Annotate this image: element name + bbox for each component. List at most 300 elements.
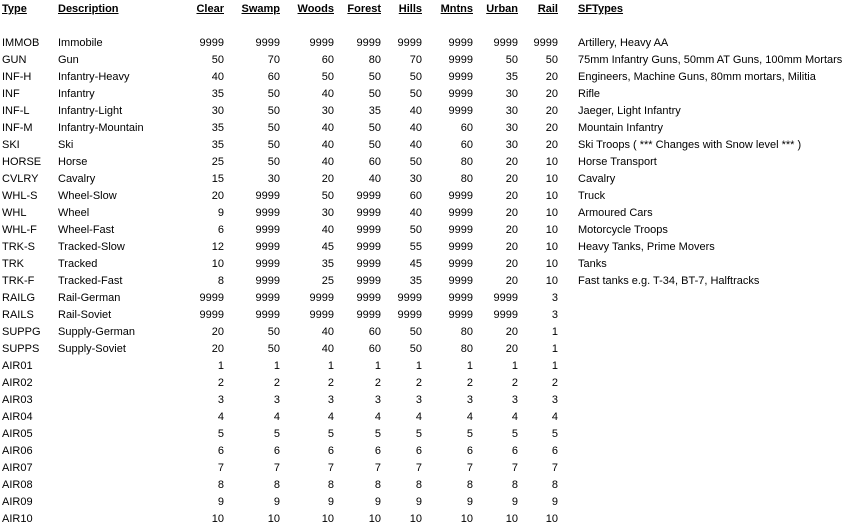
cell-forest: 40 (368, 173, 381, 185)
cell-type: AIR07 (2, 462, 33, 474)
cell-forest: 9 (374, 496, 381, 508)
cell-urban: 9999 (493, 309, 518, 321)
cell-clear: 1 (217, 360, 224, 372)
cell-type: IMMOB (2, 37, 40, 49)
cell-forest: 1 (374, 360, 381, 372)
cell-mntns: 9999 (448, 224, 473, 236)
cell-rail: 10 (545, 173, 558, 185)
cell-mntns: 4 (466, 411, 473, 423)
cell-sftypes: Jaeger, Light Infantry (578, 105, 681, 117)
cell-hills: 50 (409, 224, 422, 236)
cell-type: AIR02 (2, 377, 33, 389)
cell-woods: 25 (321, 275, 334, 287)
cell-rail: 10 (545, 513, 558, 525)
cell-clear: 8 (217, 275, 224, 287)
cell-mntns: 9999 (448, 258, 473, 270)
cell-mntns: 80 (460, 326, 473, 338)
cell-woods: 9999 (309, 309, 334, 321)
cell-hills: 10 (409, 513, 422, 525)
cell-clear: 9999 (199, 292, 224, 304)
cell-type: AIR03 (2, 394, 33, 406)
cell-type: AIR10 (2, 513, 33, 525)
cell-urban: 3 (511, 394, 518, 406)
cell-clear: 6 (217, 224, 224, 236)
cell-swamp: 10 (267, 513, 280, 525)
cell-sftypes: Motorcycle Troops (578, 224, 668, 236)
cell-description: Cavalry (58, 173, 96, 185)
cell-hills: 50 (409, 326, 422, 338)
cell-rail: 3 (551, 309, 558, 321)
cell-sftypes: Tanks (578, 258, 607, 270)
cell-hills: 30 (409, 173, 422, 185)
cell-swamp: 7 (273, 462, 280, 474)
cell-description: Tracked-Slow (58, 241, 125, 253)
cell-rail: 4 (551, 411, 558, 423)
cell-type: AIR05 (2, 428, 33, 440)
cell-mntns: 9999 (448, 105, 473, 117)
cell-type: AIR09 (2, 496, 33, 508)
cell-clear: 40 (211, 71, 224, 83)
cell-urban: 30 (505, 139, 518, 151)
cell-rail: 9 (551, 496, 558, 508)
cell-rail: 50 (545, 54, 558, 66)
header-rail: Rail (537, 3, 558, 15)
cell-swamp: 50 (267, 105, 280, 117)
cell-hills: 1 (415, 360, 422, 372)
cell-hills: 50 (409, 88, 422, 100)
cell-forest: 60 (368, 343, 381, 355)
cell-mntns: 2 (466, 377, 473, 389)
cell-hills: 40 (409, 122, 422, 134)
cell-urban: 30 (505, 105, 518, 117)
cell-forest: 9999 (356, 190, 381, 202)
cell-clear: 35 (211, 88, 224, 100)
cell-type: GUN (2, 54, 27, 66)
cell-clear: 20 (211, 343, 224, 355)
cell-type: INF-M (2, 122, 33, 134)
cell-woods: 40 (321, 88, 334, 100)
header-forest: Forest (347, 3, 381, 15)
header-mntns: Mntns (440, 3, 473, 15)
cell-woods: 50 (321, 190, 334, 202)
cell-woods: 9999 (309, 37, 334, 49)
cell-mntns: 6 (466, 445, 473, 457)
cell-sftypes: Artillery, Heavy AA (578, 37, 669, 49)
cell-urban: 9999 (493, 292, 518, 304)
cell-description: Infantry-Mountain (58, 122, 144, 134)
cell-swamp: 9999 (255, 224, 280, 236)
cell-swamp: 50 (267, 326, 280, 338)
cell-mntns: 9999 (448, 207, 473, 219)
cell-sftypes: Horse Transport (578, 156, 657, 168)
cell-mntns: 7 (466, 462, 473, 474)
cell-urban: 10 (505, 513, 518, 525)
cell-clear: 25 (211, 156, 224, 168)
cell-rail: 3 (551, 394, 558, 406)
cell-urban: 20 (505, 207, 518, 219)
cell-swamp: 6 (273, 445, 280, 457)
cell-woods: 30 (321, 105, 334, 117)
cell-hills: 45 (409, 258, 422, 270)
cell-type: AIR06 (2, 445, 33, 457)
cell-type: TRK-F (2, 275, 35, 287)
cell-urban: 9 (511, 496, 518, 508)
cell-clear: 20 (211, 326, 224, 338)
header-hills: Hills (398, 3, 422, 15)
cell-description: Ski (58, 139, 74, 151)
cell-clear: 5 (217, 428, 224, 440)
cell-swamp: 50 (267, 343, 280, 355)
cell-rail: 3 (551, 292, 558, 304)
cell-urban: 20 (505, 224, 518, 236)
cell-mntns: 80 (460, 173, 473, 185)
cell-swamp: 9999 (255, 37, 280, 49)
cell-clear: 15 (211, 173, 224, 185)
cell-swamp: 9999 (255, 190, 280, 202)
cell-description: Wheel (58, 207, 90, 219)
cell-swamp: 9 (273, 496, 280, 508)
cell-swamp: 9999 (255, 241, 280, 253)
cell-urban: 35 (505, 71, 518, 83)
cell-forest: 4 (374, 411, 381, 423)
cell-clear: 4 (217, 411, 224, 423)
cell-woods: 3 (327, 394, 334, 406)
cell-forest: 9999 (356, 207, 381, 219)
cell-woods: 10 (321, 513, 334, 525)
cell-description: Horse (58, 156, 88, 168)
cell-type: AIR01 (2, 360, 33, 372)
cell-urban: 20 (505, 173, 518, 185)
cell-mntns: 8 (466, 479, 473, 491)
cell-sftypes: Cavalry (578, 173, 616, 185)
cell-description: Infantry-Heavy (58, 71, 130, 83)
cell-mntns: 9 (466, 496, 473, 508)
cell-forest: 35 (368, 105, 381, 117)
cell-rail: 20 (545, 88, 558, 100)
cell-clear: 3 (217, 394, 224, 406)
cell-forest: 2 (374, 377, 381, 389)
cell-urban: 7 (511, 462, 518, 474)
cell-hills: 55 (409, 241, 422, 253)
cell-forest: 50 (368, 71, 381, 83)
cell-mntns: 9999 (448, 37, 473, 49)
cell-rail: 10 (545, 190, 558, 202)
cell-hills: 40 (409, 105, 422, 117)
cell-woods: 60 (321, 54, 334, 66)
cell-swamp: 60 (267, 71, 280, 83)
cell-urban: 6 (511, 445, 518, 457)
cell-woods: 20 (321, 173, 334, 185)
cell-urban: 1 (511, 360, 518, 372)
cell-forest: 9999 (356, 275, 381, 287)
cell-sftypes: Ski Troops ( *** Changes with Snow level *** ) (578, 139, 802, 151)
cell-urban: 20 (505, 258, 518, 270)
cell-woods: 5 (327, 428, 334, 440)
cell-rail: 5 (551, 428, 558, 440)
cell-swamp: 50 (267, 139, 280, 151)
cell-rail: 7 (551, 462, 558, 474)
cell-rail: 8 (551, 479, 558, 491)
cell-clear: 9 (217, 496, 224, 508)
cell-sftypes: Heavy Tanks, Prime Movers (578, 241, 715, 253)
cell-swamp: 1 (273, 360, 280, 372)
cell-mntns: 10 (460, 513, 473, 525)
cell-mntns: 9999 (448, 54, 473, 66)
cell-swamp: 30 (267, 173, 280, 185)
cell-hills: 5 (415, 428, 422, 440)
cell-rail: 1 (551, 343, 558, 355)
cell-type: SUPPS (2, 343, 40, 355)
cell-woods: 40 (321, 326, 334, 338)
header-urban: Urban (486, 3, 518, 15)
cell-swamp: 2 (273, 377, 280, 389)
cell-hills: 60 (409, 190, 422, 202)
cell-forest: 9999 (356, 258, 381, 270)
cell-forest: 50 (368, 139, 381, 151)
cell-woods: 1 (327, 360, 334, 372)
cell-rail: 1 (551, 360, 558, 372)
cell-rail: 6 (551, 445, 558, 457)
cell-type: INF-H (2, 71, 32, 83)
cell-hills: 9 (415, 496, 422, 508)
cell-rail: 10 (545, 224, 558, 236)
cell-woods: 2 (327, 377, 334, 389)
cell-woods: 30 (321, 207, 334, 219)
cell-rail: 1 (551, 326, 558, 338)
cell-woods: 9999 (309, 292, 334, 304)
cell-clear: 6 (217, 445, 224, 457)
cell-sftypes: Mountain Infantry (578, 122, 663, 134)
cell-woods: 45 (321, 241, 334, 253)
cell-type: WHL-F (2, 224, 37, 236)
cell-clear: 50 (211, 54, 224, 66)
cell-woods: 40 (321, 343, 334, 355)
cell-rail: 9999 (533, 37, 558, 49)
cell-rail: 10 (545, 275, 558, 287)
cell-hills: 8 (415, 479, 422, 491)
cell-hills: 2 (415, 377, 422, 389)
cell-woods: 40 (321, 156, 334, 168)
cell-type: RAILG (2, 292, 36, 304)
cell-type: CVLRY (2, 173, 39, 185)
header-swamp: Swamp (241, 3, 280, 15)
cell-woods: 35 (321, 258, 334, 270)
cell-hills: 50 (409, 71, 422, 83)
cell-sftypes: Fast tanks e.g. T-34, BT-7, Halftracks (578, 275, 760, 287)
cell-urban: 8 (511, 479, 518, 491)
cell-woods: 8 (327, 479, 334, 491)
cell-forest: 9999 (356, 224, 381, 236)
cell-woods: 40 (321, 224, 334, 236)
cell-sftypes: Engineers, Machine Guns, 80mm mortars, Militia (578, 71, 816, 83)
cell-forest: 5 (374, 428, 381, 440)
cell-mntns: 60 (460, 139, 473, 151)
cell-description: Infantry (58, 88, 95, 100)
cell-rail: 10 (545, 207, 558, 219)
cell-urban: 30 (505, 88, 518, 100)
cell-swamp: 9999 (255, 275, 280, 287)
cell-urban: 20 (505, 190, 518, 202)
cell-hills: 7 (415, 462, 422, 474)
cell-hills: 35 (409, 275, 422, 287)
cell-description: Wheel-Fast (58, 224, 115, 236)
cell-woods: 7 (327, 462, 334, 474)
cell-woods: 50 (321, 71, 334, 83)
cell-forest: 3 (374, 394, 381, 406)
cell-swamp: 5 (273, 428, 280, 440)
cell-type: TRK (2, 258, 24, 270)
cell-rail: 10 (545, 241, 558, 253)
cell-rail: 20 (545, 139, 558, 151)
cell-hills: 50 (409, 156, 422, 168)
cell-type: AIR08 (2, 479, 33, 491)
cell-description: Supply-German (58, 326, 136, 338)
cell-mntns: 60 (460, 122, 473, 134)
cell-forest: 9999 (356, 37, 381, 49)
cell-urban: 4 (511, 411, 518, 423)
cell-urban: 20 (505, 156, 518, 168)
cell-clear: 7 (217, 462, 224, 474)
cell-description: Immobile (58, 37, 103, 49)
cell-swamp: 50 (267, 122, 280, 134)
cell-type: RAILS (2, 309, 34, 321)
cell-urban: 20 (505, 275, 518, 287)
cell-rail: 10 (545, 156, 558, 168)
cell-clear: 10 (211, 258, 224, 270)
cell-swamp: 9999 (255, 292, 280, 304)
cell-clear: 10 (211, 513, 224, 525)
cell-description: Tracked-Fast (58, 275, 123, 287)
cell-forest: 9999 (356, 241, 381, 253)
cell-swamp: 50 (267, 88, 280, 100)
cell-mntns: 9999 (448, 88, 473, 100)
cell-hills: 70 (409, 54, 422, 66)
cell-type: INF-L (2, 105, 30, 117)
cell-description: Rail-German (58, 292, 121, 304)
cell-swamp: 3 (273, 394, 280, 406)
cell-urban: 9999 (493, 37, 518, 49)
cell-clear: 9 (217, 207, 224, 219)
cell-type: HORSE (2, 156, 42, 168)
cell-swamp: 4 (273, 411, 280, 423)
cell-mntns: 5 (466, 428, 473, 440)
cell-swamp: 70 (267, 54, 280, 66)
cell-forest: 50 (368, 88, 381, 100)
cell-clear: 9999 (199, 309, 224, 321)
cell-clear: 12 (211, 241, 224, 253)
cell-clear: 30 (211, 105, 224, 117)
cell-type: SUPPG (2, 326, 41, 338)
cell-woods: 6 (327, 445, 334, 457)
cell-sftypes: Truck (578, 190, 606, 202)
cell-forest: 9999 (356, 292, 381, 304)
cell-woods: 40 (321, 122, 334, 134)
cell-mntns: 80 (460, 343, 473, 355)
cell-urban: 5 (511, 428, 518, 440)
cell-mntns: 9999 (448, 241, 473, 253)
cell-forest: 60 (368, 326, 381, 338)
cell-hills: 3 (415, 394, 422, 406)
header-sftypes: SFTypes (578, 3, 624, 15)
cell-urban: 30 (505, 122, 518, 134)
cell-hills: 40 (409, 207, 422, 219)
cell-hills: 50 (409, 343, 422, 355)
cell-mntns: 9999 (448, 275, 473, 287)
cell-clear: 8 (217, 479, 224, 491)
cell-mntns: 9999 (448, 292, 473, 304)
cell-swamp: 50 (267, 156, 280, 168)
cell-urban: 20 (505, 326, 518, 338)
cell-type: AIR04 (2, 411, 33, 423)
cell-hills: 9999 (397, 292, 422, 304)
cell-hills: 9999 (397, 309, 422, 321)
cell-forest: 7 (374, 462, 381, 474)
cell-mntns: 9999 (448, 71, 473, 83)
cell-forest: 10 (368, 513, 381, 525)
cell-swamp: 9999 (255, 207, 280, 219)
cell-clear: 2 (217, 377, 224, 389)
cell-description: Supply-Soviet (58, 343, 126, 355)
cell-mntns: 1 (466, 360, 473, 372)
cell-type: WHL-S (2, 190, 38, 202)
cell-forest: 80 (368, 54, 381, 66)
cell-urban: 50 (505, 54, 518, 66)
cell-mntns: 80 (460, 156, 473, 168)
cell-hills: 40 (409, 139, 422, 151)
cell-mntns: 9999 (448, 309, 473, 321)
header-woods: Woods (297, 3, 334, 15)
cell-sftypes: Armoured Cars (578, 207, 653, 219)
cell-urban: 2 (511, 377, 518, 389)
header-type: Type (2, 3, 27, 15)
cell-hills: 4 (415, 411, 422, 423)
cell-rail: 20 (545, 71, 558, 83)
cell-description: Infantry-Light (58, 105, 123, 117)
cell-woods: 9 (327, 496, 334, 508)
cell-type: TRK-S (2, 241, 35, 253)
cell-type: SKI (2, 139, 20, 151)
header-description: Description (58, 3, 119, 15)
cell-forest: 50 (368, 122, 381, 134)
cell-description: Gun (58, 54, 79, 66)
cell-swamp: 9999 (255, 309, 280, 321)
cell-clear: 35 (211, 122, 224, 134)
cell-woods: 40 (321, 139, 334, 151)
cell-rail: 2 (551, 377, 558, 389)
cell-urban: 20 (505, 343, 518, 355)
cell-rail: 20 (545, 105, 558, 117)
cell-mntns: 3 (466, 394, 473, 406)
cell-sftypes: 75mm Infantry Guns, 50mm AT Guns, 100mm Mortars (578, 54, 843, 66)
cell-urban: 20 (505, 241, 518, 253)
cell-forest: 9999 (356, 309, 381, 321)
cell-description: Rail-Soviet (58, 309, 112, 321)
cell-description: Wheel-Slow (58, 190, 117, 202)
cell-hills: 6 (415, 445, 422, 457)
cell-clear: 9999 (199, 37, 224, 49)
cell-forest: 8 (374, 479, 381, 491)
cell-swamp: 8 (273, 479, 280, 491)
cell-description: Tracked (58, 258, 98, 270)
cell-clear: 20 (211, 190, 224, 202)
cell-forest: 6 (374, 445, 381, 457)
cell-type: WHL (2, 207, 27, 219)
cell-sftypes: Rifle (578, 88, 601, 100)
cell-hills: 9999 (397, 37, 422, 49)
cell-mntns: 9999 (448, 190, 473, 202)
cell-type: INF (2, 88, 20, 100)
cell-rail: 20 (545, 122, 558, 134)
